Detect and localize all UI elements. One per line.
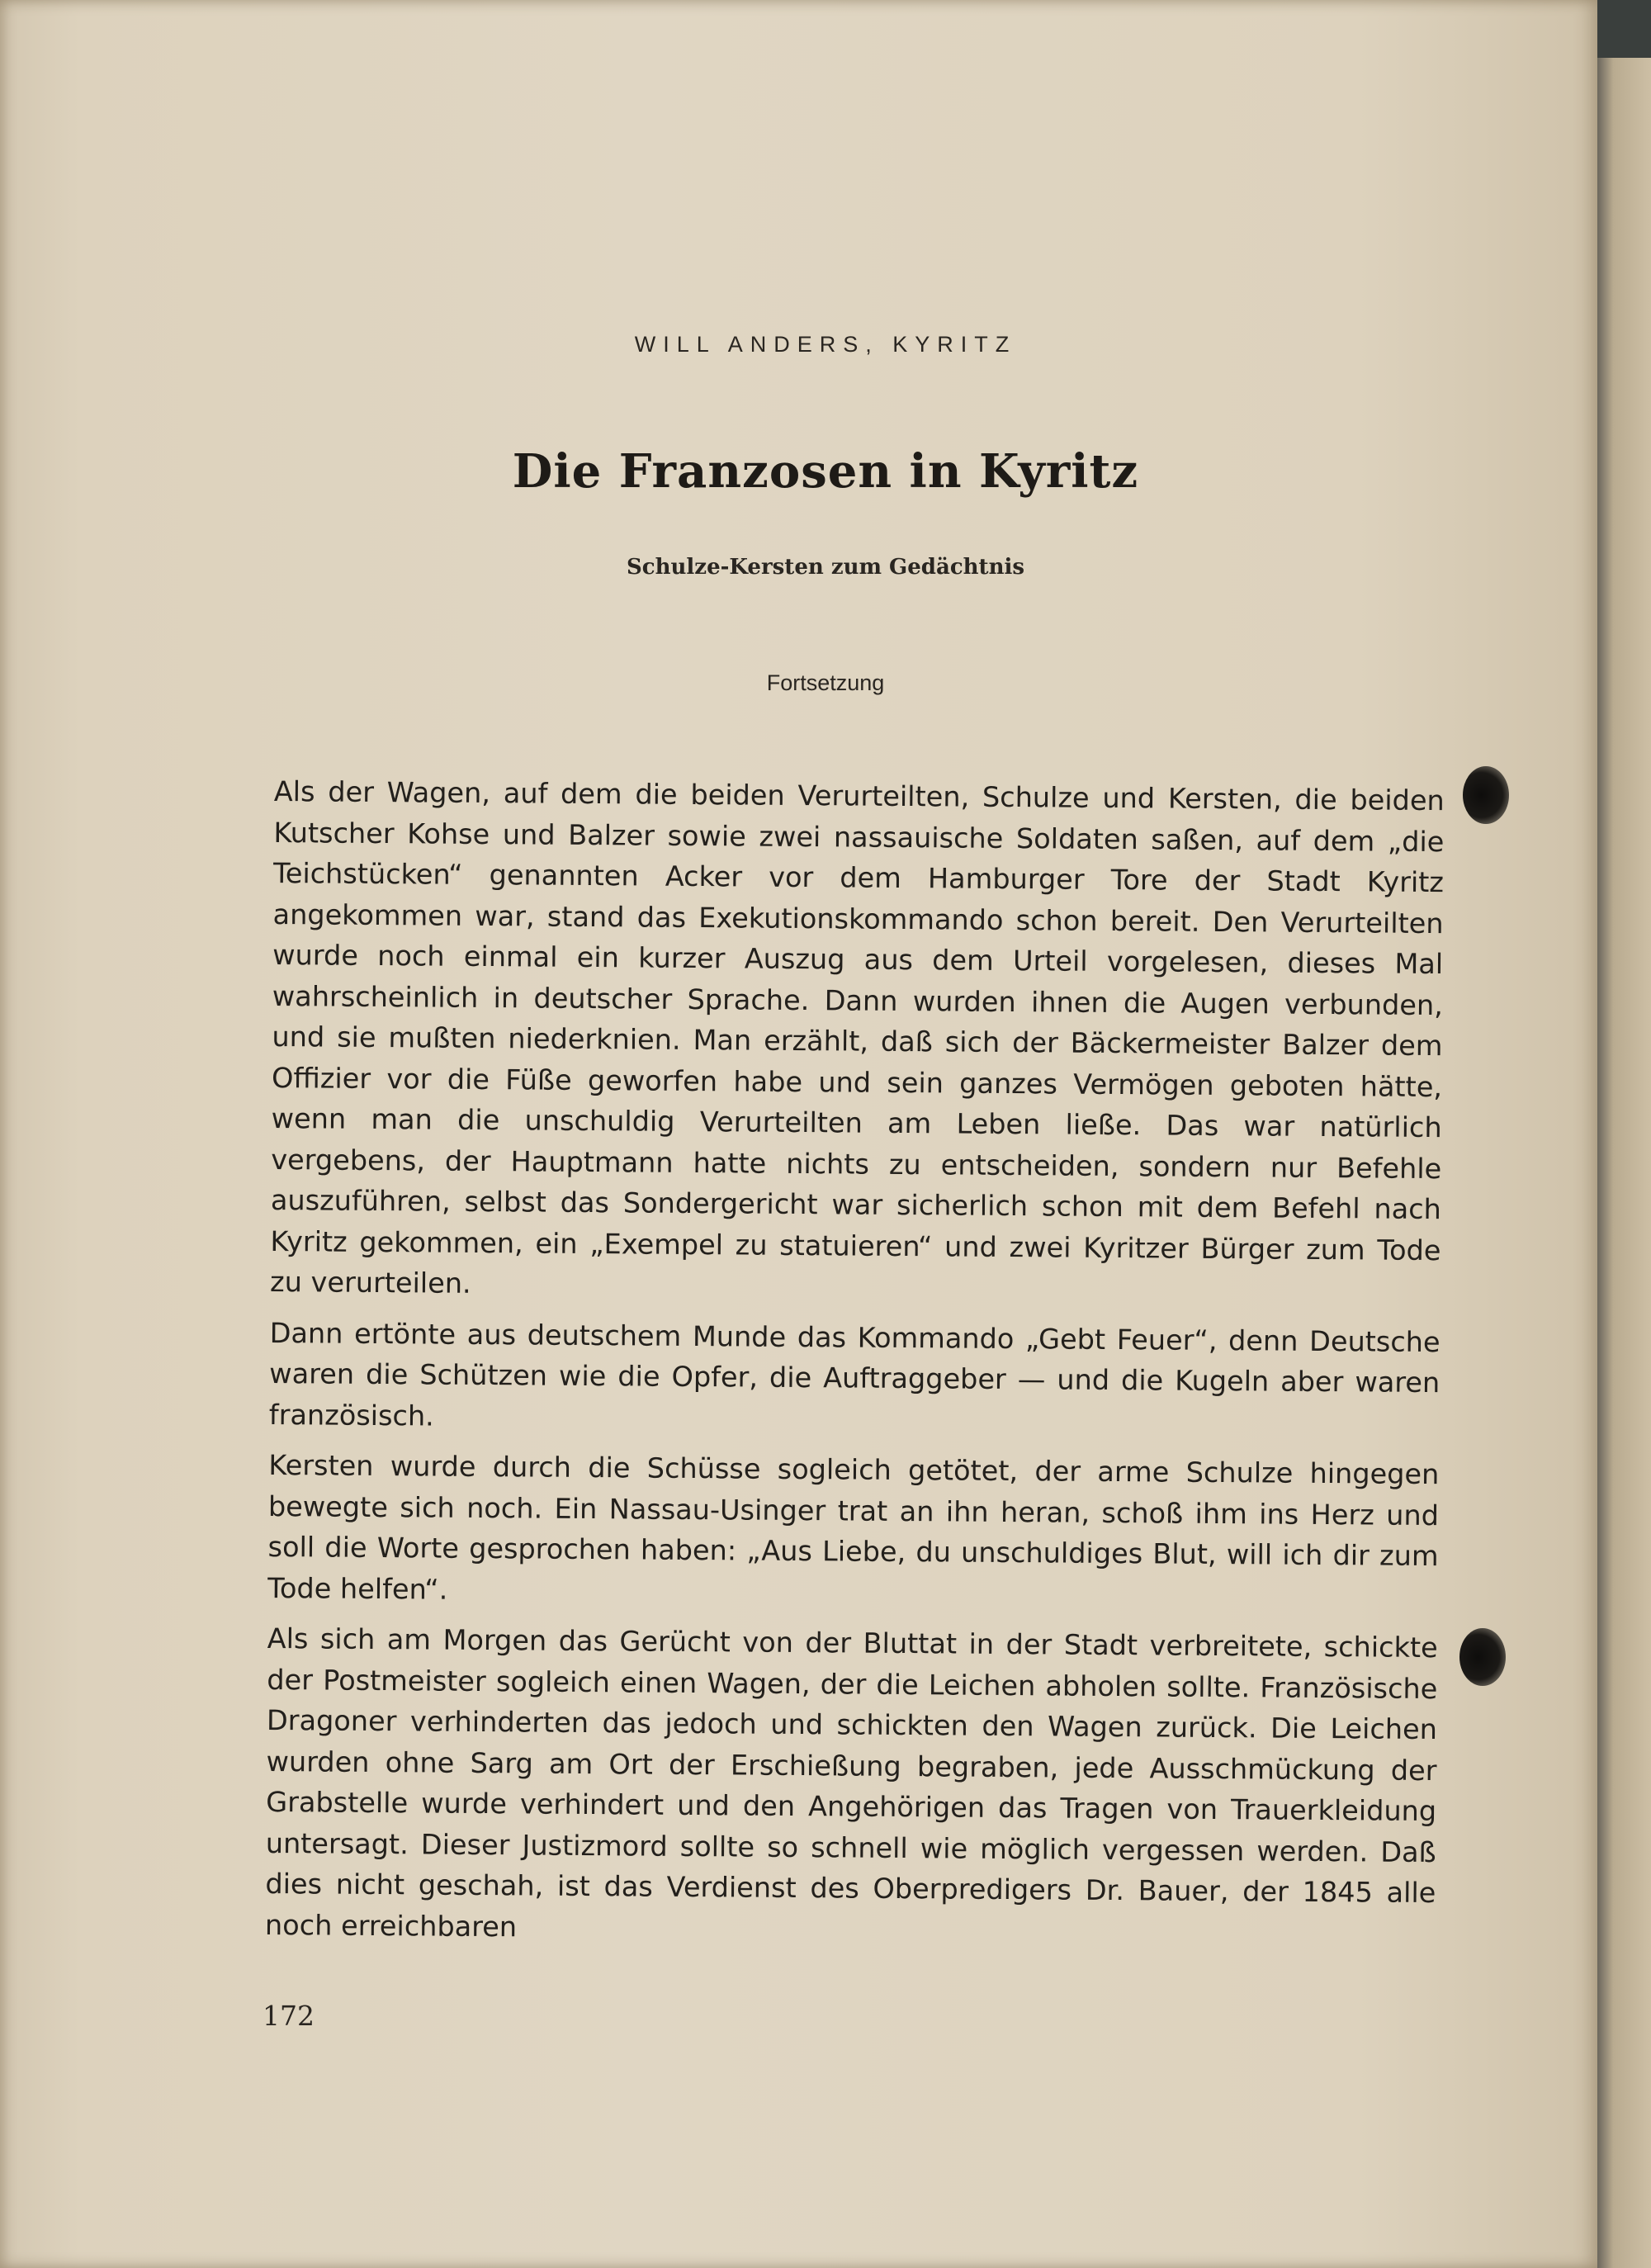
paragraph: Dann ertönte aus deutschem Munde das Kommando „Gebt Feuer“, denn Deutsche waren die Schützen wie die Opfer, die Auftraggeber — und die Kugeln aber waren französisch. bbox=[268, 1316, 1440, 1432]
page-number: 172 bbox=[263, 2000, 315, 2032]
article-body bbox=[265, 771, 1445, 1964]
punch-hole-top bbox=[1463, 766, 1509, 824]
next-page-edge bbox=[1597, 58, 1651, 2268]
punch-hole-bottom bbox=[1459, 1628, 1506, 1686]
article-subtitle: Schulze-Kersten zum Gedächtnis bbox=[627, 555, 1024, 580]
article-title: Die Franzosen in Kyritz bbox=[512, 444, 1139, 499]
continuation-note: Fortsetzung bbox=[766, 670, 885, 695]
paragraph: Als sich am Morgen das Gerücht von der Bluttat in der Stadt verbreitete, schickte der Postmeister sogleich einen Wagen, der die Leichen abholen sollte. Französische Dragoner verhinderten das jedoch und schickten den Wagen zurück. Die Leichen wurden ohne Sarg am Ort der Erschießung begraben, jede Ausschmückung der Grabstelle wurde verhindert und den Angehörigen das Tragen von Trauerkleidung untersagt. Dieser Justizmord sollte so schnell wie möglich vergessen werden. Daß dies nicht geschah, ist das Verdienst des Oberpredigers Dr. Bauer, der 1845 alle noch erreichbaren bbox=[264, 1622, 1438, 1943]
paragraph: Als der Wagen, auf dem die beiden Verurteilten, Schulze und Kersten, die beiden Kutscher Kohse und Balzer sowie zwei nassauische Soldaten saßen, auf dem „die Teichstücken“ genannten Acker vor dem Hamburger Tore der Stadt Kyritz angekommen war, stand das Exekutionskommando schon bereit. Den Verurteilten wurde noch einmal ein kurzer Auszug aus dem Urteil vorgelesen, dieses Mal wahrscheinlich in deutscher Sprache. Dann wurden ihnen die Augen verbunden, und sie mußten niederknien. Man erzählt, daß sich der Bäckermeister Balzer dem Offizier vor die Füße geworfen habe und sein ganzes Vermögen geboten hätte, wenn man die unschuldig Verurteilten am Leben ließe. Das war natürlich vergebens, der Hauptmann hatte nichts zu entscheiden, sondern nur Befehle auszuführen, selbst das Sondergericht war sicherlich schon mit dem Befehl nach Kyritz gekommen, ein „Exempel zu statuieren“ und zwei Kyritzer Bürger zum Tode zu verurteilen. bbox=[269, 774, 1445, 1300]
running-head: WILL ANDERS, KYRITZ bbox=[634, 332, 1017, 357]
paragraph: Kersten wurde durch die Schüsse sogleich getötet, der arme Schulze hingegen bewegte sich noch. Ein Nassau-Usinger trat an ihn heran, schoß ihm ins Herz und soll die Worte gesprochen haben: „Aus Liebe, du unschuldiges Blut, will ich dir zum Tode helfen“. bbox=[267, 1448, 1440, 1606]
